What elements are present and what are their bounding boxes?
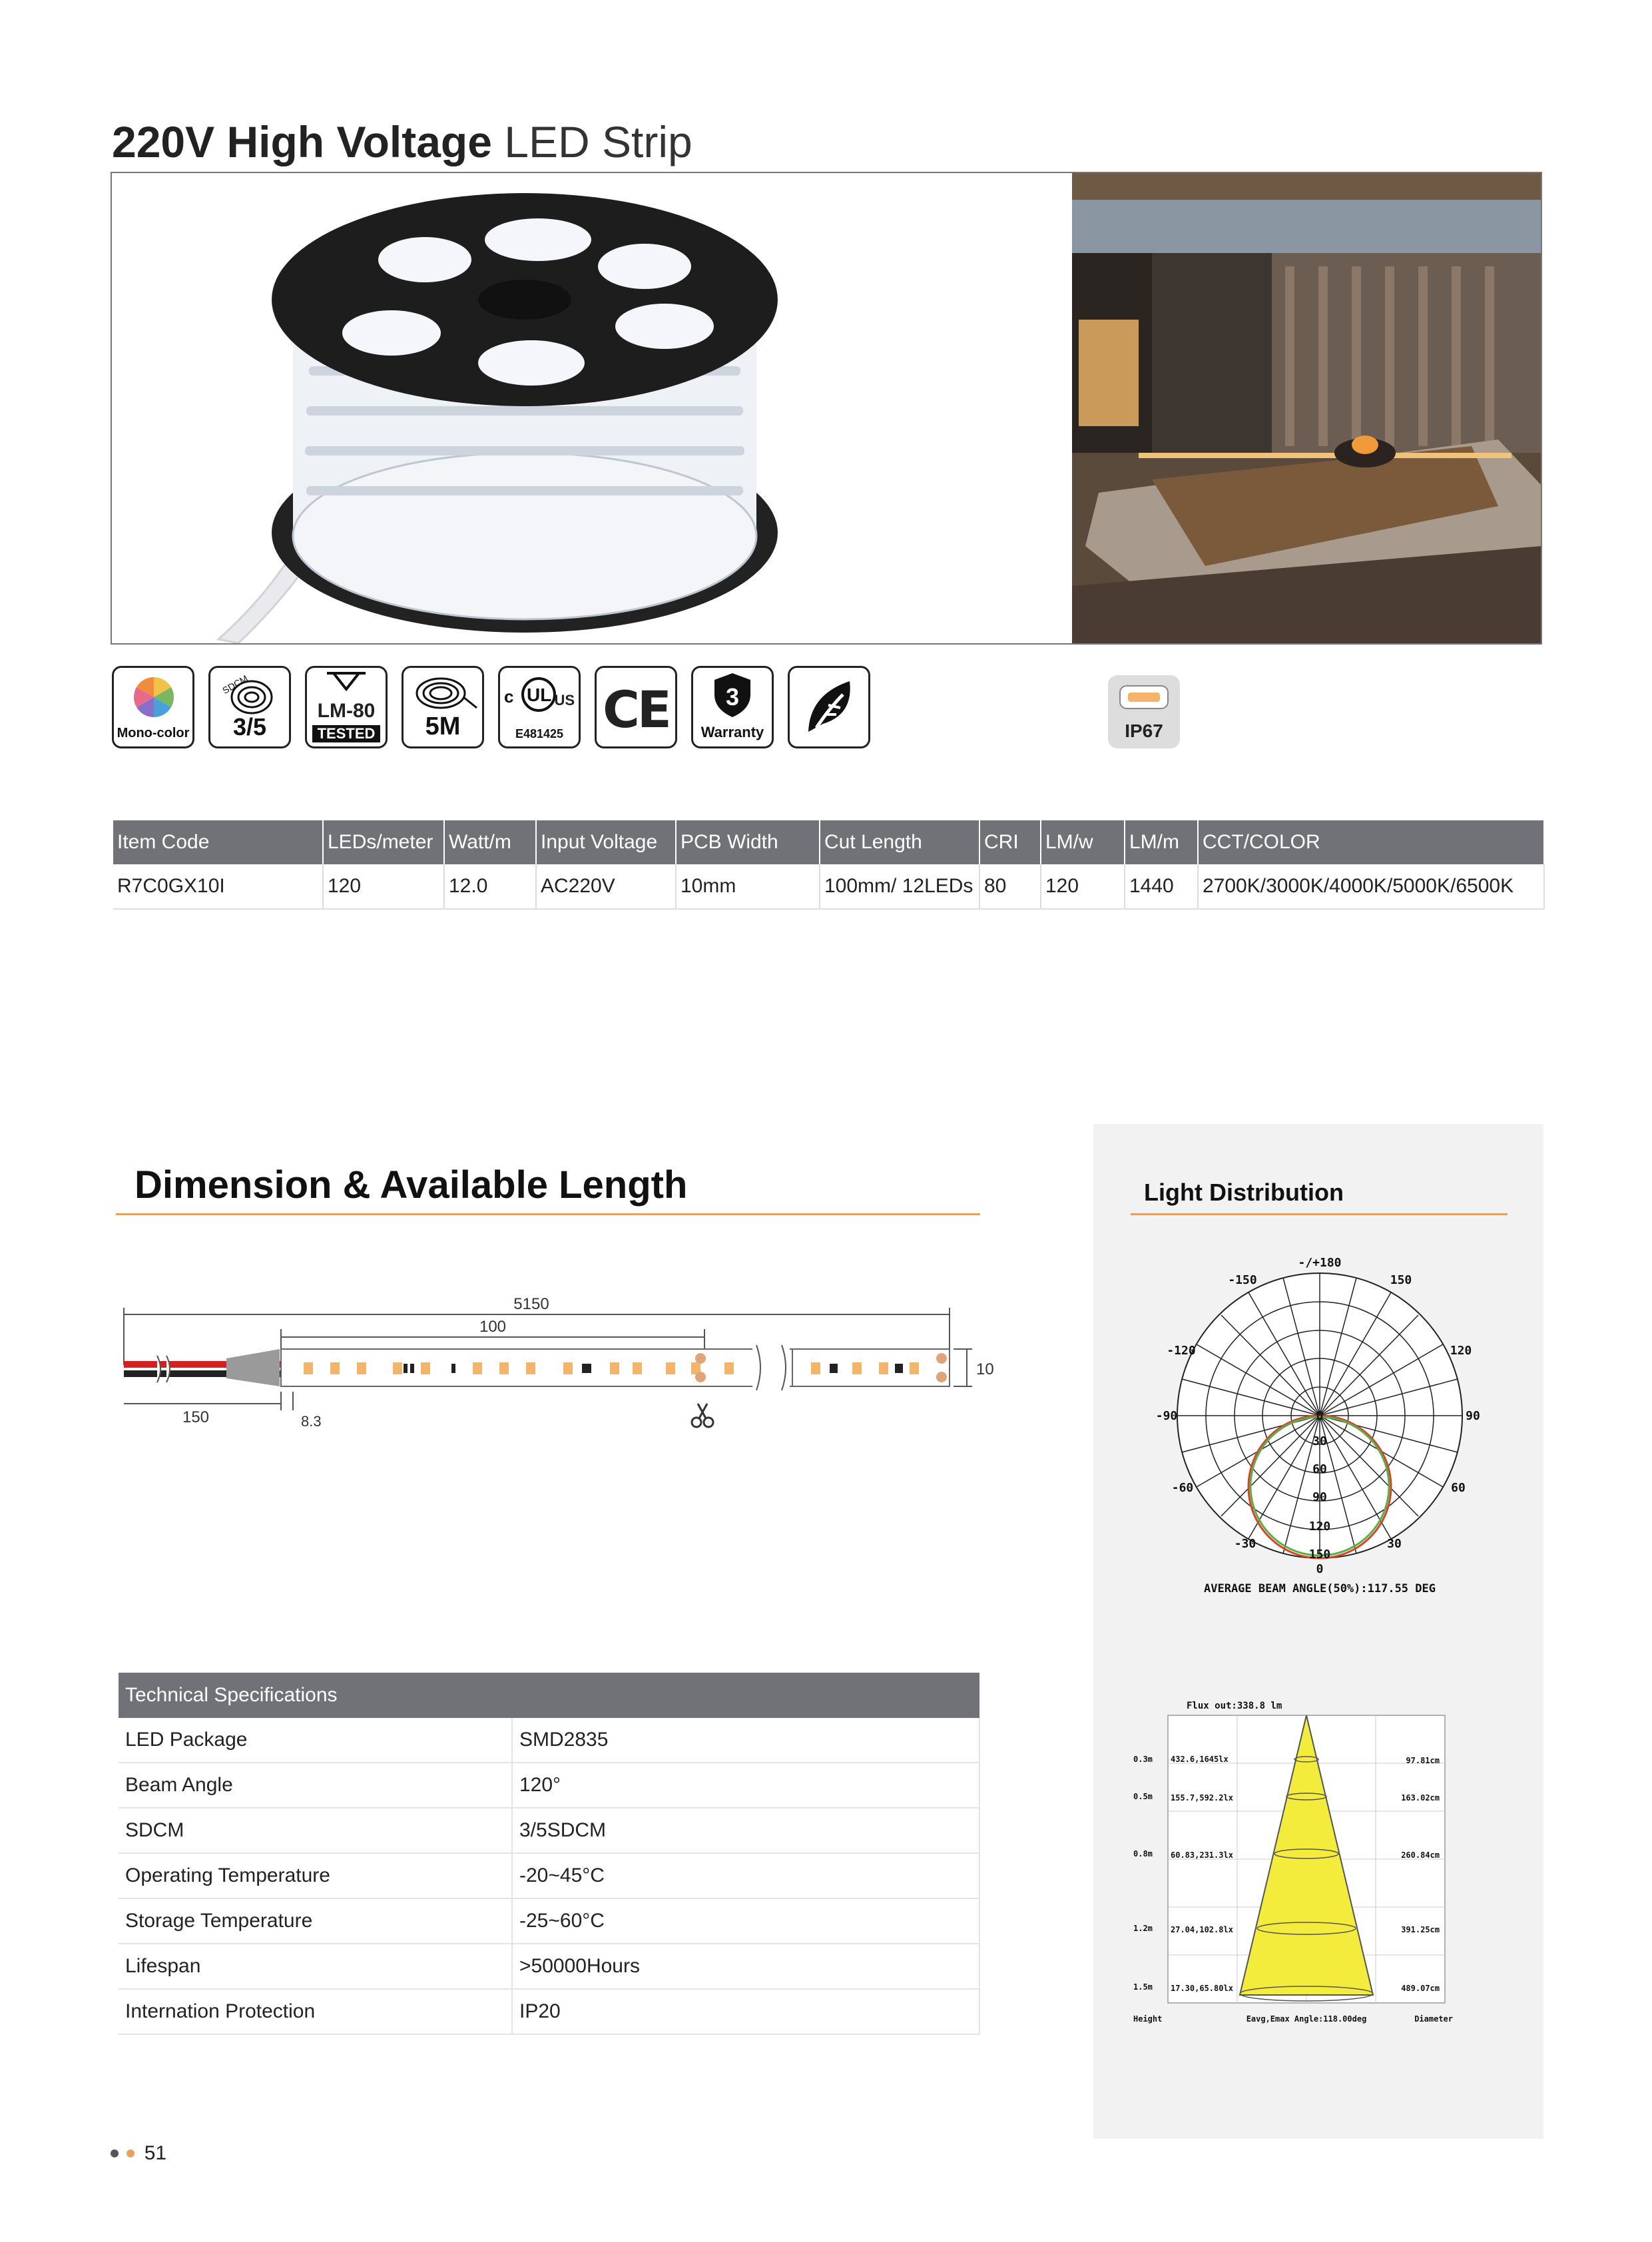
dimension-rule [116,1213,980,1215]
spec-value: -20~45°C [512,1853,979,1898]
technical-specs-table [119,1673,980,2035]
polar-diagram [1120,1257,1519,1603]
spec-label: SDCM [119,1808,512,1853]
product-spec-table [113,820,1545,910]
cone-diameter: 391.25cm [1401,1925,1440,1934]
table-row [119,1898,979,1944]
spec-label: Internation Protection [119,1989,512,2034]
cone-footer-angle: Eavg,Emax Angle:118.00deg [1246,2014,1367,2024]
flux-label: Flux out:338.8 lm [1187,1701,1282,1711]
title-light: LED Strip [504,117,692,166]
polar-label-n120: -120 [1167,1344,1196,1358]
cell-cut-length: 100mm/ 12LEDs [820,864,979,909]
cone-height: 0.3m [1133,1755,1153,1764]
header-item-code: Item Code [113,820,323,864]
polar-radial-30: 30 [1312,1434,1327,1448]
page-footer [111,2141,166,2165]
ip67-badge [1108,675,1180,748]
footer-dot-gray-icon [111,2149,119,2157]
spec-label: Storage Temperature [119,1898,512,1944]
lm80-tested: TESTED [312,725,380,742]
cell-watt-m: 12.0 [444,864,536,909]
leaf-badge [788,666,870,748]
sdcm-badge [208,666,291,748]
cell-cri: 80 [979,864,1041,909]
led-strip-reel-image [112,173,1072,643]
cell-leds-meter: 120 [323,864,444,909]
spec-label: Lifespan [119,1944,512,1989]
warranty-years: 3 [725,683,740,710]
polar-label-n150: -150 [1228,1273,1257,1287]
light-distribution-rule [1131,1213,1508,1215]
cone-lux: 155.7,592.2lx [1171,1793,1233,1803]
warranty-label: Warranty [700,724,764,740]
polar-label-center: 0 [1316,1409,1324,1423]
cone-diameter: 163.02cm [1401,1793,1440,1803]
table-row [119,1989,979,2034]
cone-height: 0.8m [1133,1849,1153,1858]
polar-label-bottom: 0 [1316,1562,1324,1576]
polar-label-p30: 30 [1387,1537,1402,1551]
polar-label-n30: -30 [1234,1537,1256,1551]
scissors-icon [692,1404,713,1427]
cut-length-label: 100 [479,1318,507,1336]
beam-angle-caption: AVERAGE BEAM ANGLE(50%):117.55 DEG [1204,1582,1436,1595]
width-label: 10 [976,1360,994,1378]
cell-lm-w: 120 [1041,864,1125,909]
footer-dot-orange-icon [127,2149,135,2157]
polar-label-top: -/+180 [1298,1257,1342,1270]
cell-input-voltage: AC220V [536,864,676,909]
spec-label: Operating Temperature [119,1853,512,1898]
polar-radial-90: 90 [1312,1490,1327,1504]
cone-lux: 27.04,102.8lx [1171,1925,1233,1934]
ce-badge [595,666,677,748]
page-title [112,112,692,172]
length-badge [402,666,484,748]
polar-label-p150: 150 [1390,1273,1412,1287]
polar-label-p90: 90 [1466,1409,1480,1423]
polar-radial-150: 150 [1308,1547,1331,1561]
cell-cct-color: 2700K/3000K/4000K/5000K/6500K [1198,864,1544,909]
spec-value: 120° [512,1763,979,1808]
sdcm-label: 3/5 [232,713,267,740]
spec-label: Beam Angle [119,1763,512,1808]
cone-height: 1.2m [1133,1924,1153,1933]
svg-text:UL: UL [527,685,552,705]
ip67-label: IP67 [1125,720,1163,741]
polar-label-p120: 120 [1450,1344,1472,1358]
pitch-label: 8.3 [301,1413,322,1430]
lead-length-label: 150 [182,1408,210,1426]
color-wheel-icon [114,668,192,721]
ul-badge [498,666,581,748]
cone-diameter: 260.84cm [1401,1850,1440,1860]
outdoor-patio-image [1072,173,1542,643]
cone-diameter: 97.81cm [1406,1756,1440,1765]
cone-footer-height: Height [1133,2014,1163,2024]
header-input-voltage: Input Voltage [536,820,676,864]
spec-value: 3/5SDCM [512,1808,979,1853]
header-cct-color: CCT/COLOR [1198,820,1544,864]
table-row [119,1718,979,1763]
cone-diameter: 489.07cm [1401,1984,1440,1993]
light-distribution-title: Light Distribution [1144,1179,1344,1206]
polar-radial-60: 60 [1312,1462,1327,1476]
header-lm-w: LM/w [1041,820,1125,864]
light-distribution-panel [1093,1124,1543,2139]
dimension-drawing [113,1292,999,1438]
lm80-badge [305,666,388,748]
ul-us-text: US [554,692,575,708]
spec-value: >50000Hours [512,1944,979,1989]
cell-lm-m: 1440 [1125,864,1198,909]
title-bold: 220V High Voltage [112,117,492,166]
polar-label-p60: 60 [1451,1481,1466,1495]
cone-height: 1.5m [1133,1982,1153,1992]
header-cri: CRI [979,820,1041,864]
cone-lux: 60.83,231.3lx [1171,1850,1233,1860]
header-watt-m: Watt/m [444,820,536,864]
spec-value: SMD2835 [512,1718,979,1763]
polar-label-n90: -90 [1155,1409,1178,1423]
spec-value: -25~60°C [512,1898,979,1944]
hero-images [111,172,1542,645]
cone-lux: 17.30,65.80lx [1171,1984,1233,1993]
polar-label-n60: -60 [1171,1481,1194,1495]
table-row [119,1808,979,1853]
length-label: 5M [425,712,461,740]
table-row [119,1944,979,1989]
tech-specs-header: Technical Specifications [119,1673,979,1718]
cone-height: 0.5m [1133,1792,1153,1801]
cell-item-code: R7C0GX10I [113,864,323,909]
shield-icon [693,668,772,721]
sdcm-rings-icon [210,668,289,720]
led-chip-icon [1108,675,1180,715]
ce-mark: CE [603,680,669,739]
table-row [113,864,1544,909]
spec-value: IP20 [512,1989,979,2034]
sdcm-text: SDCM [220,673,250,697]
polar-radial-120: 120 [1308,1520,1331,1534]
cell-pcb-width: 10mm [676,864,820,909]
mono-color-label: Mono-color [117,726,190,740]
total-length-label: 5150 [513,1295,549,1313]
ul-file-number: E481425 [515,727,564,740]
header-cut-length: Cut Length [820,820,979,864]
warranty-badge [691,666,774,748]
table-row [119,1853,979,1898]
lm80-lamp-icon [307,668,386,701]
svg-text:c: c [504,687,514,706]
table-row [119,1763,979,1808]
header-pcb-width: PCB Width [676,820,820,864]
illuminance-cone-diagram [1133,1697,1526,2056]
leaf-icon [790,668,868,746]
cone-lux: 432.6,1645lx [1171,1755,1229,1764]
header-lm-m: LM/m [1125,820,1198,864]
header-leds-meter: LEDs/meter [323,820,444,864]
spec-table-header [113,820,1544,864]
mono-color-badge [112,666,194,748]
lm80-label: LM-80 [317,700,376,722]
dimension-title: Dimension & Available Length [135,1163,688,1207]
cone-footer-diameter: Diameter [1414,2014,1453,2024]
spec-label: LED Package [119,1718,512,1763]
page-number: 51 [144,2142,167,2165]
